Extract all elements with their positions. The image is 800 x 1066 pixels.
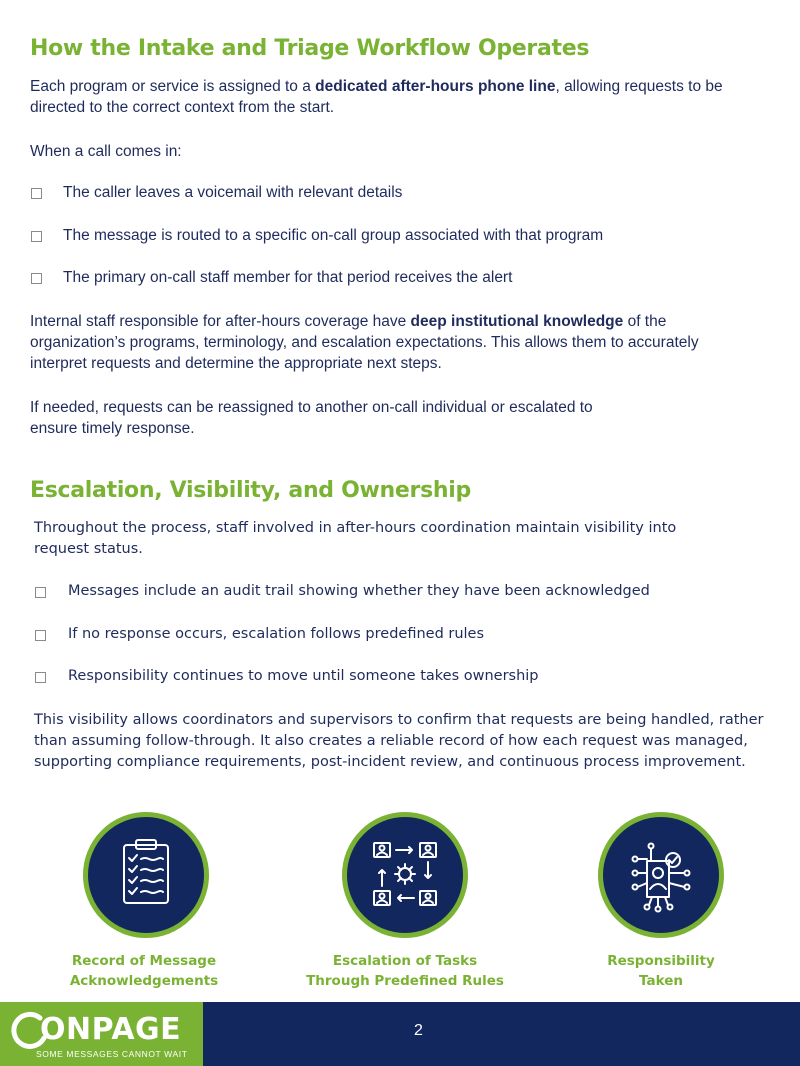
- reassign-paragraph: If needed, requests can be reassigned to another on-call individual or escalated to ensure timely response.: [30, 399, 593, 437]
- knowledge-bold-phrase: deep institutional knowledge: [410, 313, 624, 330]
- closing-paragraph: This visibility allows coordinators and supervisors to confirm that requests are being handled, rather than assuming follow-through. It also creates a reliable record of how each request was managed, supporting compliance requirements, post-incident review, and continuous process improvement.: [34, 712, 764, 770]
- onpage-logo: [0, 1002, 203, 1066]
- checkbox-glyph-icon: [31, 231, 42, 242]
- icon-caption-record: Record of Message Acknowledgements: [69, 953, 219, 989]
- section-heading-intake: How the Intake and Triage Workflow Operates: [30, 36, 590, 61]
- checkbox-glyph-icon: [31, 188, 42, 199]
- logo-wordmark: ONPAGE: [40, 1012, 182, 1047]
- checkbox-glyph-icon: [35, 630, 46, 641]
- intro-paragraph: Each program or service is assigned to a dedicated after-hours phone line, allowing requests to be directed to the correct context from the start.: [30, 78, 723, 116]
- when-call-text: When a call comes in:: [30, 143, 182, 160]
- document-page: How the Intake and Triage Workflow Operates Each program or service is assigned to a dedicated after-hours phone line, allowing requests to be directed to the correct context from the start. When a call comes in: The caller leaves a voicemail with relevant details The message is routed to a specific on-call group associated with that program The primary on-call staff member for that period receives the alert Internal staff responsible for after-hours coverage have deep institutional knowledge of the organization’s programs, terminology, and escalation expectations. This allows them to accurately interpret requests and determine the appropriate next steps. If needed, requests can be reassigned to another on-call individual or escalated to ensure timely response. Escalation, Visibility, and Ownership Throughout the process, staff involved in after-hours coordination maintain visibility into request status. Messages include an audit trail showing whether they have been acknowledged If no response occurs, escalation follows predefined rules Responsibility continues to move until someone takes ownership This visibility allows coordinators and supervisors to confirm that requests are being handled, rather than assuming follow-through. It also creates a reliable record of how each request was managed, supporting compliance requirements, post-incident review, and continuous process improvement. Record of Message Acknowledgements Escalation of Tasks Through Predefined Rules Responsibility Taken ONPAGE SOME MESSAGES CANNOT WAIT 2: [0, 0, 800, 1066]
- responsibility-person-icon: [598, 812, 724, 938]
- checkbox-glyph-icon: [31, 273, 42, 284]
- section-heading-escalation: Escalation, Visibility, and Ownership: [30, 478, 471, 503]
- visibility-intro-paragraph: Throughout the process, staff involved in after-hours coordination maintain visibility into request status.: [34, 520, 677, 557]
- escalation-cycle-icon: [342, 812, 468, 938]
- checkbox-glyph-icon: [35, 587, 46, 598]
- clipboard-checklist-icon: [83, 812, 209, 938]
- icon-caption-escalation: Escalation of Tasks Through Predefined Rules: [306, 953, 504, 989]
- checkbox-glyph-icon: [35, 672, 46, 683]
- institutional-knowledge-paragraph: Internal staff responsible for after-hours coverage have deep institutional knowledge of the organization’s programs, terminology, and escalation expectations. This allows them to accurately interpret requests and determine the appropriate next steps.: [30, 313, 699, 372]
- icon-caption-responsibility: Responsibility Taken: [607, 953, 715, 989]
- intro-bold-phrase: dedicated after-hours phone line: [315, 78, 556, 95]
- logo-tagline: SOME MESSAGES CANNOT WAIT: [36, 1049, 188, 1059]
- page-number: 2: [414, 1022, 423, 1039]
